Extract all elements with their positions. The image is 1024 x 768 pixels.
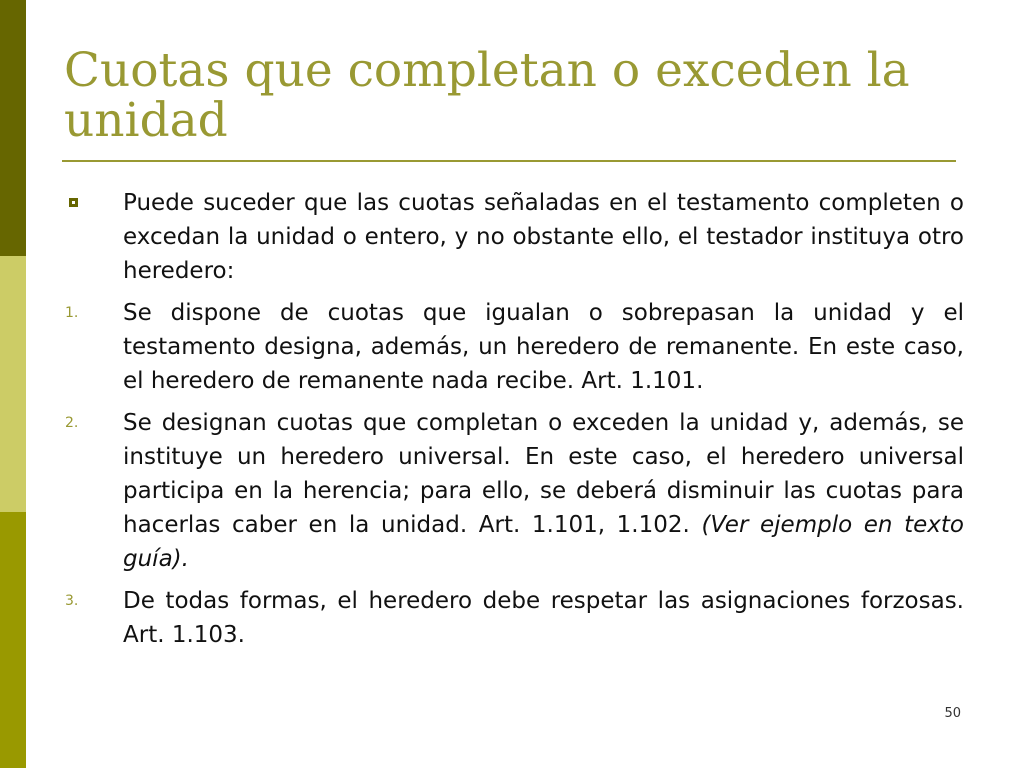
numbered-item-2 [60, 406, 964, 576]
sidebar-stripe-middle [0, 256, 26, 512]
item-number: 2. [65, 415, 79, 431]
item-text-container [123, 406, 964, 576]
item-emphasis: (Ver ejemplo en texto guía). [123, 512, 964, 572]
square-bullet-icon [69, 198, 78, 207]
slide-title: Cuotas que completan o exceden la unidad [64, 43, 910, 148]
title-divider [62, 160, 956, 162]
item-text: Se dispone de cuotas que igualan o sobrepasan la unidad y el testamento designa, además, un heredero de remanente. En este caso, el heredero de remanente nada recibe. Art. 1.101. [123, 300, 964, 394]
item-text: De todas formas, el heredero debe respetar las asignaciones forzosas. Art. 1.103. [123, 588, 964, 648]
sidebar-stripe-bottom [0, 512, 26, 768]
bullet-text: Puede suceder que las cuotas señaladas en el testamento completen o excedan la unidad o entero, y no obstante ello, el testador instituya otro heredero: [123, 190, 964, 284]
numbered-item-1 [60, 296, 964, 398]
item-number: 1. [65, 305, 79, 321]
slide-content [60, 186, 964, 660]
page-number: 50 [944, 706, 961, 721]
item-number: 3. [65, 593, 79, 609]
item-text: Se designan cuotas que completan o exceden la unidad y, además, se instituye un heredero universal. En este caso, el heredero universal participa en la herencia; para ello, se deberá disminuir las cuotas para hacerlas caber en la unidad. Art. 1.101, 1.102. [123, 410, 964, 538]
numbered-item-3 [60, 584, 964, 652]
sidebar-stripe-top [0, 0, 26, 256]
bullet-item [60, 186, 964, 288]
